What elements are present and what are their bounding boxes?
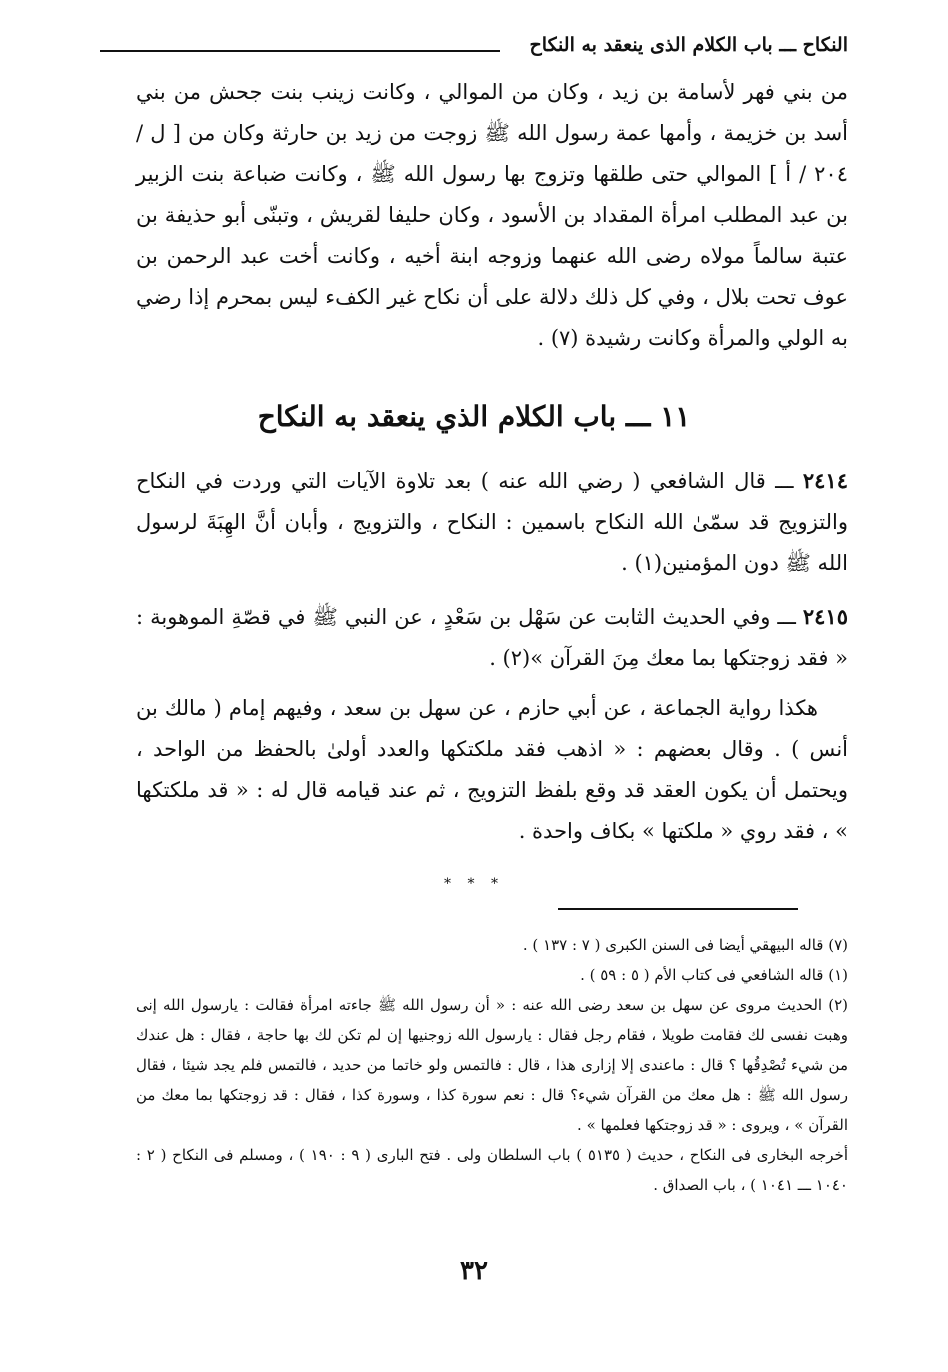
- footnote-rule: [558, 908, 798, 910]
- paragraph-hakadha: هكذا رواية الجماعة ، عن أبي حازم ، عن سهل بن سعد ، وفيهم إمام ( مالك بن أنس ) . وقال بعضهم : « اذهب فقد ملكتكها والعدد أولىٰ بالحفظ من الواحد ، ويحتمل أن يكون العقد قد وقع بلفظ التزويج ، ثم عند قيامه قال له : « قد ملكتكها » ، فقد روي « ملكتها » بكاف واحدة .: [136, 696, 848, 843]
- item-2414-text: ـــ قال الشافعي ( رضي الله عنه ) بعد تلاوة الآيات التي وردت في النكاح والتزويج قد سمّىٰ الله النكاح باسمين : النكاح ، والتزويج ، وأبان أنَّ الهِبَةَ لرسول الله ﷺ دون المؤمنين(١) .: [136, 469, 848, 575]
- footnote-2: (٢) الحديث مروى عن سهل بن سعد رضى الله عنه : « أن رسول الله ﷺ جاءته امرأة فقالت : يارسول الله إنى وهبت نفسى لك فقامت طويلا ، فقام رجل فقال : يارسول الله زوجنيها إن لم تكن لك بها حاجة ، فقال : هل عندك من شيء تُصْدِقُها ؟ قال : ماعندى إلا إزارى هذا ، قال : فالتمس ولو خاتما من حديد ، فالتمس فلم يجد شيئا ، فقال رسول الله ﷺ : هل معك من القرآن شيء؟ قال : نعم سورة كذا ، وسورة كذا ، فقال : قد زوجتكها بما معك من القرآن » ، ويروى : « قد زوجتكها فعلمها » .: [136, 996, 848, 1134]
- running-header: [100, 34, 848, 66]
- continuation-paragraph: من بني فهر لأسامة بن زيد ، وكان من الموالي ، وكانت زينب بنت جحش من بني أسد بن خزيمة ، وأمها عمة رسول الله ﷺ زوجت من زيد بن حارثة وكان من [ ل / ٢٠٤ / أ ] الموالي حتى طلقها وتزوج بها رسول الله ﷺ ، وكانت ضباعة بنت الزبير بن عبد المطلب امرأة المقداد بن الأسود ، وكان حليفا لقريش ، وتبنّى أبو حذيفة بن عتبة سالماً مولاه رضى الله عنهما وزوجه ابنة أخيه ، وكانت أخت عبد الرحمن بن عوف تحت بلال ، وفي كل ذلك دلالة على أن نكاح غير الكفء ليس بمحرم إذا رضي به الولي والمرأة وكانت رشيدة (٧) .: [136, 80, 848, 350]
- header-rule: [100, 50, 500, 52]
- page-number: ٣٢: [460, 1256, 488, 1286]
- item-2414-number: ٢٤١٤: [802, 468, 848, 493]
- footnotes: [136, 930, 848, 1200]
- item-2415-text: ـــ وفي الحديث الثابت عن سَهْل بن سَعْدٍ ، عن النبي ﷺ في قصّةِ الموهوبة : « فقد زوجتكها بما معك مِنَ القرآن »(٢) .: [136, 605, 848, 670]
- footnote-1: (١) قاله الشافعي فى كتاب الأم ( ٥ : ٥٩ ) .: [580, 966, 848, 984]
- item-2414: [136, 460, 848, 584]
- footnote-2-source: أخرجه البخارى فى النكاح ، حديث ( ٥١٣٥ ) باب السلطان ولى . فتح البارى ( ٩ : ١٩٠ ) ، ومسلم فى النكاح ( ٢ : ١٠٤٠ ـــ ١٠٤١ ) ، باب الصداق .: [136, 1146, 848, 1194]
- footnote-7: (٧) قاله البيهقي أيضا فى السنن الكبرى ( ٧ : ١٣٧ ) .: [522, 936, 848, 954]
- section-separator: * * *: [444, 876, 504, 892]
- item-2415-number: ٢٤١٥: [802, 604, 848, 629]
- item-2415: [136, 596, 848, 679]
- chapter-heading: ١١ ـــ باب الكلام الذي ينعقد به النكاح: [257, 400, 691, 433]
- running-title: النكاح ـــ باب الكلام الذى ينعقد به النكاح: [529, 34, 848, 56]
